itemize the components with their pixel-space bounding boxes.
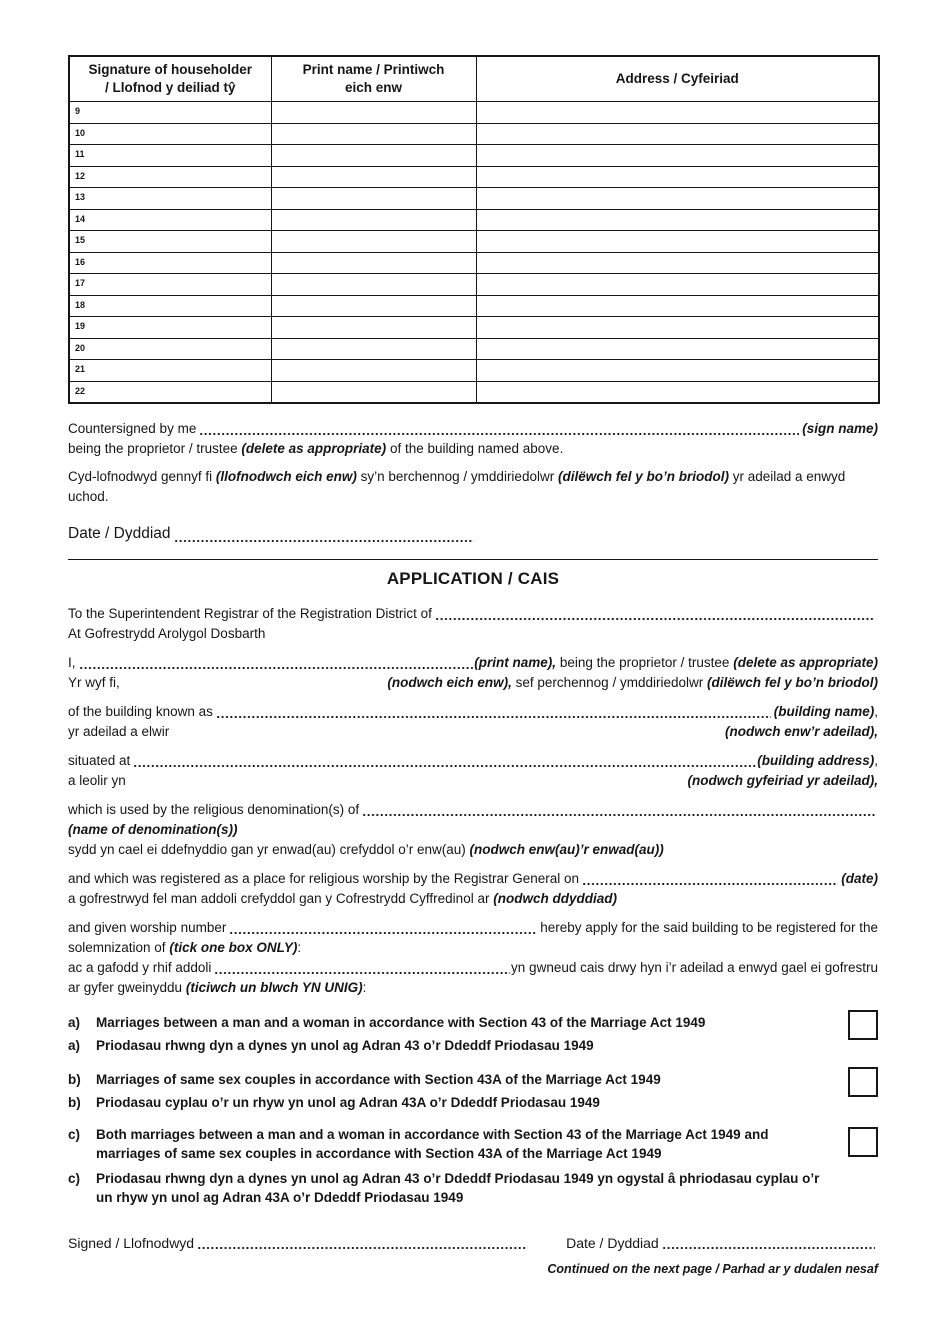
sign-name-hint: (sign name)	[802, 420, 878, 436]
applicant-line-cy	[68, 673, 878, 693]
print-name-cell[interactable]	[271, 166, 476, 188]
building-address-text-en: situated at	[68, 752, 131, 768]
print-name-cell[interactable]	[271, 209, 476, 231]
countersign-line2	[68, 439, 878, 459]
option-b-row-en	[68, 1068, 878, 1091]
worship-number-line-en	[68, 918, 878, 938]
building-name-text-en: of the building known as	[68, 703, 213, 719]
registration-date-field[interactable]	[582, 874, 838, 889]
countersign-date-line	[68, 522, 878, 546]
table-row	[69, 252, 879, 274]
signature-cell[interactable]	[69, 338, 271, 360]
worship-number-field[interactable]	[229, 923, 537, 938]
option-c-text-en: Both marriages between a man and a woman in accordance with Section 43 of the Marriage Act 1949 and marriages of same sex couples in accordance with Section 43A of the Marriage Act 1949	[96, 1126, 769, 1161]
building-address-hint-cy: (nodwch gyfeiriad yr adeilad),	[687, 772, 878, 788]
option-letter: b)	[68, 1094, 81, 1110]
table-row	[69, 209, 879, 231]
applicant-text-cy: Yr wyf fi,	[68, 674, 120, 690]
address-cell[interactable]	[476, 166, 879, 188]
option-b-text-cy: Priodasau cyplau o’r un rhyw yn unol ag Adran 43A o’r Ddeddf Priodasau 1949	[96, 1094, 600, 1110]
table-row	[69, 317, 879, 339]
address-cell[interactable]	[476, 295, 879, 317]
address-cell[interactable]	[476, 188, 879, 210]
print-name-cell[interactable]	[271, 252, 476, 274]
signature-cell[interactable]	[69, 188, 271, 210]
addressee-line-cy: At Gofrestrydd Arolygol Dosbarth	[68, 625, 266, 641]
tick-one-box-hint: (tick one box ONLY)	[169, 939, 298, 955]
apply-text-en: hereby apply for the said building to be registered for the	[540, 919, 878, 935]
col-header-signature-line1: Signature of householder	[88, 62, 252, 77]
address-cell[interactable]	[476, 317, 879, 339]
building-name-paragraph	[68, 702, 878, 742]
comma: ,	[874, 752, 878, 768]
print-name-field[interactable]	[79, 658, 474, 673]
denomination-paragraph	[68, 800, 878, 860]
signature-cell[interactable]	[69, 145, 271, 167]
building-name-line-cy	[68, 722, 878, 742]
print-name-cell[interactable]	[271, 274, 476, 296]
row-number: 22	[75, 385, 86, 396]
col-header-signature-line2: / Llofnod y deiliad tŷ	[104, 80, 236, 95]
registration-district-field[interactable]	[435, 609, 875, 624]
option-c	[68, 1125, 878, 1208]
footer-date-label: Date / Dyddiad	[566, 1234, 659, 1251]
section-divider	[68, 559, 878, 560]
row-number: 15	[75, 235, 86, 245]
col-header-signature	[69, 56, 271, 102]
delete-hint-en: (delete as appropriate)	[733, 654, 878, 670]
print-name-cell[interactable]	[271, 231, 476, 253]
print-name-cell[interactable]	[271, 102, 476, 124]
row-number: 13	[75, 192, 86, 202]
comma: ,	[874, 703, 878, 719]
row-number: 21	[75, 364, 86, 374]
worship-number-field-cy[interactable]	[214, 963, 510, 978]
row-number: 19	[75, 321, 86, 331]
print-name-cell[interactable]	[271, 381, 476, 403]
applicant-line-en	[68, 653, 878, 673]
table-row	[69, 231, 879, 253]
signature-cell[interactable]	[69, 274, 271, 296]
print-name-cell[interactable]	[271, 145, 476, 167]
delete-hint-cy: (dilëwch fel y bo’n briodol)	[707, 674, 878, 690]
denomination-hint-cy: (nodwch enw(au)’r enwad(au))	[469, 841, 664, 857]
print-name-cell[interactable]	[271, 317, 476, 339]
option-b-text-en: Marriages of same sex couples in accordance with Section 43A of the Marriage Act 1949	[96, 1071, 661, 1087]
option-a-text-en: Marriages between a man and a woman in accordance with Section 43 of the Marriage Act 1949	[96, 1014, 706, 1030]
worship-registration-paragraph	[68, 869, 878, 909]
table-row	[69, 274, 879, 296]
denomination-hint: (name of denomination(s))	[68, 821, 238, 837]
col-header-print-name	[271, 56, 476, 102]
table-row	[69, 123, 879, 145]
row-number: 20	[75, 342, 86, 353]
signature-footer	[68, 1233, 878, 1253]
applicant-text-cy2: sef perchennog / ymddiriedolwr	[515, 674, 704, 690]
table-row	[69, 166, 879, 188]
signature-cell[interactable]	[69, 209, 271, 231]
worship-registration-text-en: and which was registered as a place for religious worship by the Registrar General on	[68, 870, 580, 886]
worship-number-paragraph	[68, 918, 878, 998]
countersign-line	[68, 419, 878, 439]
solemnization-text-en: solemnization of	[68, 939, 166, 955]
signature-cell[interactable]	[69, 317, 271, 339]
building-name-line-en	[68, 702, 878, 722]
countersign-name-field[interactable]	[199, 424, 799, 439]
footer-date-field[interactable]	[662, 1238, 875, 1253]
signature-cell[interactable]	[69, 166, 271, 188]
solemnization-line-cy	[68, 978, 878, 998]
row-number: 11	[75, 149, 85, 159]
applicant-text-en: I,	[68, 654, 76, 670]
building-address-hint: (building address)	[757, 752, 875, 768]
signature-cell[interactable]	[69, 102, 271, 124]
col-header-address-line1: Address / Cyfeiriad	[615, 71, 739, 86]
address-cell[interactable]	[476, 231, 879, 253]
solemnization-text-cy: ar gyfer gweinyddu	[68, 979, 183, 995]
col-header-print-name-line1: Print name / Printiwch	[302, 62, 445, 77]
options-list	[68, 1011, 878, 1208]
countersign-section	[68, 419, 878, 546]
worship-number-text-cy: ac a gafodd y rhif addoli	[68, 959, 212, 975]
option-a-row-cy	[68, 1034, 878, 1057]
col-header-address	[476, 56, 879, 102]
option-b-row-cy	[68, 1091, 878, 1114]
householder-signatures-table	[68, 55, 880, 404]
colon: :	[362, 979, 367, 995]
print-name-cell[interactable]	[271, 295, 476, 317]
signature-cell[interactable]	[69, 381, 271, 403]
table-row	[69, 188, 879, 210]
row-number: 12	[75, 170, 86, 181]
option-b	[68, 1068, 878, 1114]
signature-cell[interactable]	[69, 123, 271, 145]
welsh-delete-hint: (dilëwch fel y bo’n briodol)	[557, 468, 729, 484]
option-c-row-en	[68, 1125, 878, 1164]
countersign-label: Countersigned by me	[68, 420, 197, 436]
application-heading: APPLICATION / CAIS	[386, 568, 560, 588]
denomination-line-cy	[68, 840, 878, 860]
building-address-paragraph	[68, 751, 878, 791]
building-name-text-cy: yr adeilad a elwir	[68, 723, 170, 739]
option-a-row-en	[68, 1011, 878, 1034]
row-number: 10	[75, 127, 86, 138]
print-name-hint-cy: (nodwch eich enw),	[387, 674, 512, 690]
option-letter: b)	[68, 1071, 81, 1087]
print-name-cell[interactable]	[271, 123, 476, 145]
row-number: 16	[75, 256, 86, 267]
option-letter: c)	[68, 1170, 81, 1186]
countersign-line2-text2: of the building named above.	[389, 440, 564, 456]
signature-cell[interactable]	[69, 252, 271, 274]
table-row	[69, 338, 879, 360]
option-a-text-cy: Priodasau rhwng dyn a dynes yn unol ag Adran 43 o’r Ddeddf Priodasau 1949	[96, 1037, 594, 1053]
worship-number-text-en: and given worship number	[68, 919, 227, 935]
option-c-text-cy: Priodasau rhwng dyn a dynes yn unol ag Adran 43 o’r Ddeddf Priodasau 1949 yn ogystal â phriodasau cyplau o’r un rhyw yn unol ag Adran 43A o’r Ddeddf Priodasau 1949	[96, 1170, 820, 1205]
worship-registration-line-cy	[68, 889, 878, 909]
countersign-date-field[interactable]	[174, 529, 474, 546]
countersign-welsh-text3: yr adeilad a enwyd uchod.	[68, 468, 846, 504]
building-address-field[interactable]	[133, 756, 756, 771]
worship-registration-text-cy: a gofrestrwyd fel man addoli crefyddol gan y Cofrestrydd Cyffredinol ar	[68, 890, 490, 906]
applicant-text-en2: being the proprietor / trustee	[559, 654, 730, 670]
row-number: 18	[75, 299, 86, 310]
building-address-text-cy: a leolir yn	[68, 772, 126, 788]
signature-cell[interactable]	[69, 360, 271, 382]
worship-registration-line-en	[68, 869, 878, 889]
addressee-line-en	[68, 604, 878, 624]
row-number: 17	[75, 278, 86, 288]
denomination-text-cy: sydd yn cael ei ddefnyddio gan yr enwad(au) crefyddol o’r enw(au)	[68, 841, 466, 857]
countersign-welsh	[68, 467, 878, 507]
tick-one-box-hint-cy: (ticiwch un blwch YN UNIG)	[185, 979, 363, 995]
building-address-line-en	[68, 751, 878, 771]
addressee-text-en: To the Superintendent Registrar of the Registration District of	[68, 605, 432, 621]
solemnization-line-en	[68, 938, 878, 958]
colon: :	[297, 939, 302, 955]
option-letter: a)	[68, 1014, 81, 1030]
address-cell[interactable]	[476, 252, 879, 274]
signed-field[interactable]	[197, 1238, 527, 1253]
countersign-welsh-text2: sy’n berchennog / ymddiriedolwr	[360, 468, 555, 484]
signature-cell[interactable]	[69, 295, 271, 317]
print-name-cell[interactable]	[271, 338, 476, 360]
row-number: 14	[75, 213, 86, 224]
table-header-row	[69, 56, 879, 102]
print-name-hint: (print name),	[474, 654, 557, 670]
registration-date-hint: (date)	[841, 870, 878, 886]
signed-label: Signed / Llofnodwyd	[68, 1234, 195, 1251]
address-cell[interactable]	[476, 102, 879, 124]
applicant-paragraph	[68, 653, 878, 693]
table-row	[69, 360, 879, 382]
option-letter: a)	[68, 1037, 81, 1053]
table-row	[69, 102, 879, 124]
table-row	[69, 295, 879, 317]
building-name-field[interactable]	[216, 707, 771, 722]
countersign-welsh-text: Cyd-lofnodwyd gennyf fi	[68, 468, 213, 484]
building-address-line-cy	[68, 771, 878, 791]
continued-note: Continued on the next page / Parhad ar y dudalen nesaf	[547, 1261, 878, 1276]
address-cell[interactable]	[476, 145, 879, 167]
address-cell[interactable]	[476, 274, 879, 296]
denomination-text-en: which is used by the religious denomination(s) of	[68, 801, 360, 817]
table-row	[69, 145, 879, 167]
print-name-cell[interactable]	[271, 360, 476, 382]
col-header-print-name-line2: eich enw	[344, 80, 403, 95]
date-label: Date / Dyddiad	[68, 524, 171, 542]
denomination-line-en	[68, 800, 878, 820]
option-a	[68, 1011, 878, 1057]
option-c-row-cy	[68, 1169, 878, 1208]
print-name-cell[interactable]	[271, 188, 476, 210]
denomination-field[interactable]	[362, 805, 875, 820]
checkbox-option-a[interactable]	[848, 1010, 878, 1040]
welsh-sign-hint: (llofnodwch eich enw)	[215, 468, 357, 484]
address-cell[interactable]	[476, 360, 879, 382]
address-cell[interactable]	[476, 123, 879, 145]
address-cell[interactable]	[476, 381, 879, 403]
option-letter: c)	[68, 1126, 81, 1142]
address-cell[interactable]	[476, 209, 879, 231]
building-name-hint-cy: (nodwch enw’r adeilad),	[724, 723, 878, 739]
worship-number-line-cy	[68, 958, 878, 978]
registration-date-hint-cy: (nodwch ddyddiad)	[493, 890, 617, 906]
countersign-line2-text: being the proprietor / trustee	[68, 440, 238, 456]
apply-text-cy: yn gwneud cais drwy hyn i’r adeilad a enwyd gael ei gofrestru	[511, 959, 878, 975]
checkbox-option-b[interactable]	[848, 1067, 878, 1097]
delete-as-appropriate-hint: (delete as appropriate)	[241, 440, 387, 456]
building-name-hint: (building name)	[773, 703, 875, 719]
checkbox-option-c[interactable]	[848, 1127, 878, 1157]
table-row	[69, 381, 879, 403]
row-number: 9	[75, 106, 81, 116]
signature-cell[interactable]	[69, 231, 271, 253]
address-cell[interactable]	[476, 338, 879, 360]
addressee-paragraph	[68, 604, 878, 644]
